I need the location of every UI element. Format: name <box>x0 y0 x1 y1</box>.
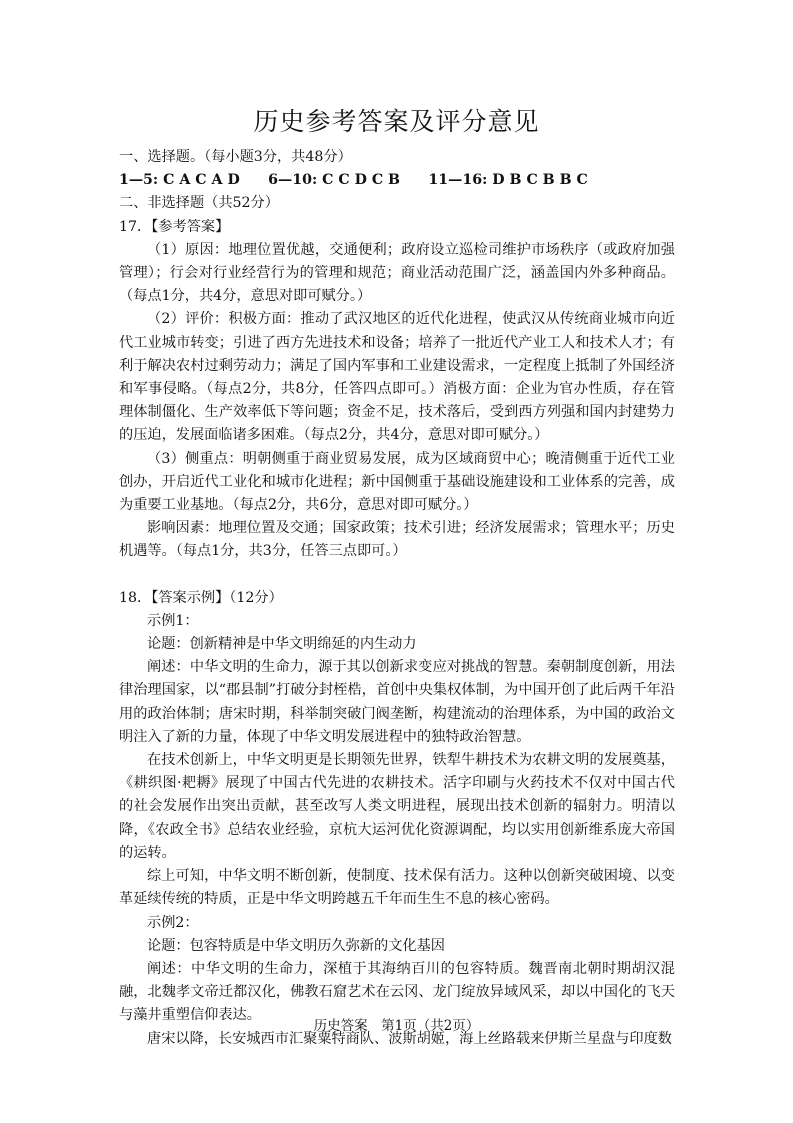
example2-thesis: 论题：包容特质是中华文明历久弥新的文化基因 <box>147 937 445 954</box>
choice-answers: 1—5: C A C A D 6—10: C C D C B 11—16: D B C B B C <box>119 172 588 189</box>
section2-heading: 二、非选择题（共52分） <box>119 195 279 212</box>
q17-part3: （3）侧重点：明朝侧重于商业贸易发展，成为区域商贸中心；晚清侧重于近代工业创办，开启近代工业化和城市化进程；新中国侧重于基础设施建设和工业体系的完善，成为重要工业基地。（每点2分，共6分，意思对即可赋分。） <box>119 450 675 514</box>
page-title: 历史参考答案及评分意见 <box>253 107 540 136</box>
example1-thesis: 论题：创新精神是中华文明绵延的内生动力 <box>147 636 417 653</box>
spacer <box>119 564 675 587</box>
example1-paragraph3: 综上可知，中华文明不断创新，使制度、技术保有活力。这种以创新突破困境、以变革延续传统的特质，正是中华文明跨越五千年而生生不息的核心密码。 <box>119 868 675 908</box>
answer-content <box>119 146 675 1051</box>
q17-heading: 17．【参考答案】 <box>119 218 230 235</box>
example1-paragraph2: 在技术创新上，中华文明更是长期领先世界，铁犁牛耕技术为农耕文明的发展奠基，《耕织图·耙耨》展现了中国古代先进的农耕技术。活字印刷与火药技术不仅对中国古代的社会发展作出突出贡献，甚至改写人类文明进程，展现出技术创新的辐射力。明清以降，《农政全书》总结农业经验，京杭大运河优化资源调配，均以实用创新维系庞大帝国的运转。 <box>119 752 675 861</box>
q17-factors: 影响因素：地理位置及交通；国家政策；技术引进；经济发展需求；管理水平；历史机遇等。（每点1分，共3分，任答三点即可。） <box>119 520 675 560</box>
example2-label: 示例2： <box>147 914 199 931</box>
q17-part2: （2）评价：积极方面：推动了武汉地区的近代化进程，使武汉从传统商业城市向近代工业城市转变；引进了西方先进技术和设备；培养了一批近代产业工人和技术人才；有利于解决农村过剩劳动力；满足了国内军事和工业建设需求，一定程度上抵制了外国经济和军事侵略。（每点2分，共8分，任答四点即可。）消极方面：企业为官办性质，存在管理体制僵化、生产效率低下等问题；资金不足，技术落后，受到西方列强和国内封建势力的压迫，发展面临诸多困难。（每点2分，共4分，意思对即可赋分。） <box>119 311 675 444</box>
page-footer: 历史答案 第1页（共2页） <box>313 1018 480 1034</box>
example2-paragraph2: 唐宋以降，长安城西市汇聚粟特商队、波斯胡姬，海上丝路载来伊斯兰星盘与印度数 <box>147 1030 672 1047</box>
example1-label: 示例1： <box>147 612 199 629</box>
q17-part1: （1）原因：地理位置优越，交通便利；政府设立巡检司维护市场秩序（或政府加强管理）；行会对行业经营行为的管理和规范；商业活动范围广泛，涵盖国内外多种商品。（每点1分，共4分，意思对即可赋分。） <box>119 241 675 305</box>
q18-heading: 18．【答案示例】（12分） <box>119 589 283 606</box>
example1-paragraph1: 阐述：中华文明的生命力，源于其以创新求变应对挑战的智慧。秦朝制度创新，用法律治理国家，以“郡县制”打破分封桎梏，首创中央集权体制，为中国开创了此后两千年沿用的政治体制；唐宋时期，科举制突破门阀垄断，构建流动的治理体系，为中国的政治文明注入了新的力量，体现了中华文明发展进程中的独特政治智慧。 <box>119 659 675 745</box>
section1-heading: 一、选择题。（每小题3分，共48分） <box>119 149 352 165</box>
example2-paragraph1: 阐述：中华文明的生命力，深植于其海纳百川的包容特质。魏晋南北朝时期胡汉混融，北魏孝文帝迁都汉化，佛教石窟艺术在云冈、龙门绽放异域风采，却以中国化的飞天与藻井重塑信仰表达。 <box>119 960 675 1024</box>
